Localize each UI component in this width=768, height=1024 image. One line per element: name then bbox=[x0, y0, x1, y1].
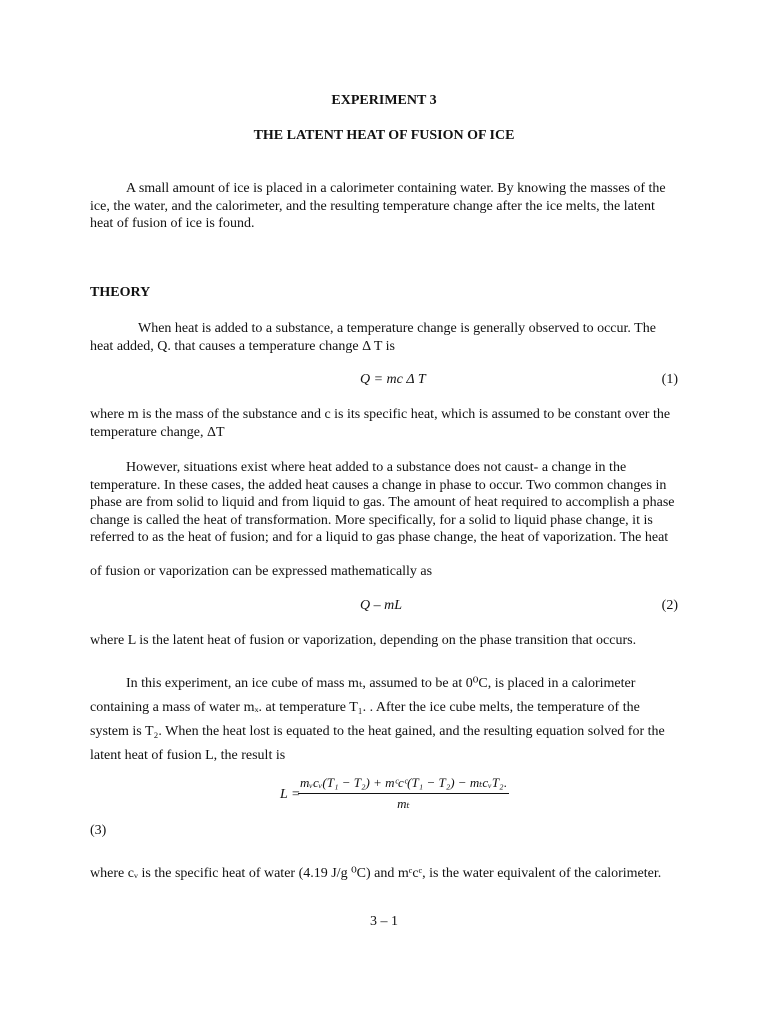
equation-2-text: Q – mL bbox=[360, 598, 403, 613]
equation-2 bbox=[360, 598, 402, 614]
theory-paragraph-2b: of fusion or vaporization can be expressed mathematically as bbox=[90, 564, 433, 579]
equation-3-number: (3) bbox=[90, 823, 107, 838]
theory-paragraph-1: When heat is added to a substance, a temperature change is generally observed to occur. The heat added, Q. that causes a temperature change Δ T is bbox=[90, 321, 656, 354]
after-equation-2: where L is the latent heat of fusion or vaporization, depending on the phase transition that occurs. bbox=[90, 633, 637, 648]
equation-3-tail: . bbox=[503, 775, 507, 790]
after-equation-1: where m is the mass of the substance and c is its specific heat, which is assumed to be constant over the temperature change, ΔT bbox=[90, 407, 671, 440]
experiment-paragraph: In this experiment, an ice cube of mass mₜ, assumed to be at 0⁰C, is placed in a calorimeter containing a mass of water mₓ. at temperature T₁. . After the ice cube melts, the temperature of the system is T₂. When the heat lost is equated to the heat gained, and the resulting equation solved for the latent heat of fusion L, the result is bbox=[90, 676, 665, 763]
closing-paragraph: where cᵥ is the specific heat of water (4.19 J/g ⁰C) and mᶜcᶜ, is the water equivalent of the calorimeter. bbox=[90, 866, 662, 881]
equation-3-numerator-text: mᵥcᵥ(T₁ − T₂) + mᶜcᶜ(T₁ − T₂) − mₜcᵥT₂ bbox=[300, 775, 504, 790]
equation-1-number: (1) bbox=[661, 372, 678, 387]
equation-1-text: Q = mc Δ T bbox=[360, 372, 426, 387]
equation-3-numerator bbox=[298, 775, 509, 794]
equation-1 bbox=[360, 372, 426, 388]
theory-heading: THEORY bbox=[90, 285, 151, 300]
intro-paragraph: A small amount of ice is placed in a calorimeter containing water. By knowing the masses of the ice, the water, and the calorimeter, and the resulting temperature change after the ice melts, the latent heat of fusion of ice is found. bbox=[90, 181, 666, 231]
page-number: 3 – 1 bbox=[370, 914, 398, 929]
document-title: EXPERIMENT 3 bbox=[331, 93, 437, 108]
equation-3-denominator-text: mₜ bbox=[397, 796, 410, 811]
equation-3-lhs-text: L = bbox=[280, 787, 301, 802]
equation-3-denominator bbox=[298, 794, 509, 812]
equation-2-number: (2) bbox=[661, 598, 678, 613]
equation-3-fraction bbox=[298, 775, 509, 812]
theory-paragraph-2: However, situations exist where heat added to a substance does not caust- a change in the temperature. In these cases, the added heat causes a change in phase to occur. Two common changes in phase are from solid to liquid and from liquid to gas. The amount of heat required to accomplish a phase change is called the heat of transformation. More specifically, for a solid to liquid phase change, it is referred to as the heat of fusion; and for a liquid to gas phase change, the heat of vaporization. The heat bbox=[90, 460, 675, 545]
document-subtitle: THE LATENT HEAT OF FUSION OF ICE bbox=[253, 128, 515, 143]
